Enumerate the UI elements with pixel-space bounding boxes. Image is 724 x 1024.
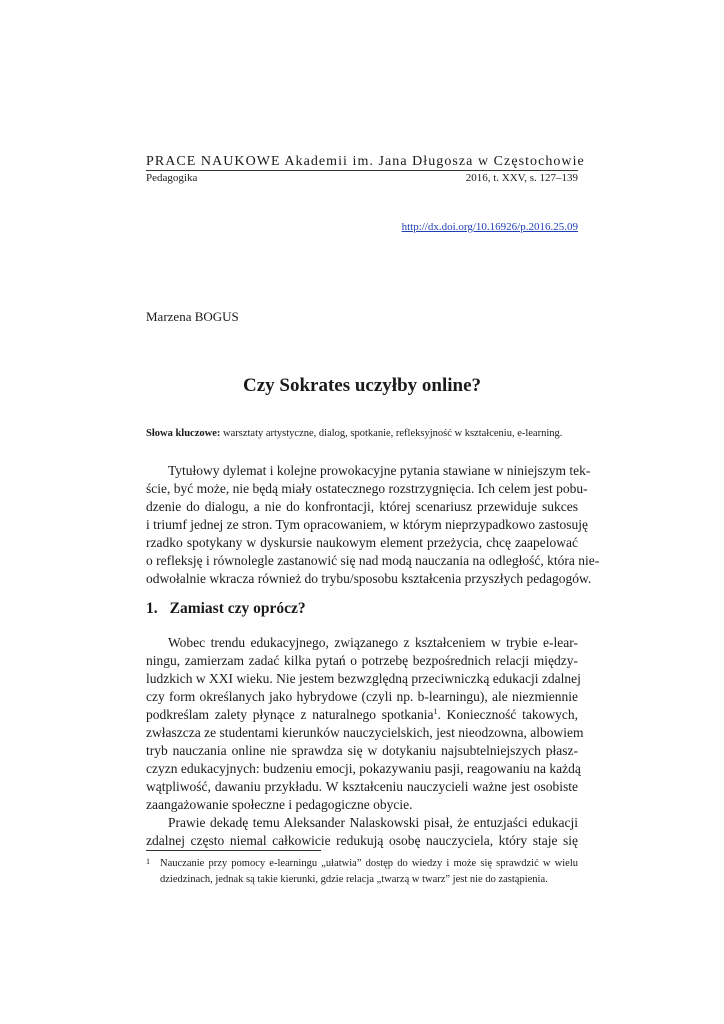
body-line: wątpliwość, dawaniu przykładu. W kształceniu nauczycieli ważne jest osobiste: [146, 779, 578, 794]
body-line: tryb nauczania online nie sprawdza się w dotykaniu najsubtelniejszych płasz-: [146, 743, 578, 758]
body-line: zaangażowanie społeczne i pedagogiczne obycie.: [146, 797, 413, 812]
footnote-line: dziedzinach, jednak są takie kierunki, gdzie relacja „twarzą w twarz” jest nie do zastąpienia.: [160, 874, 548, 885]
section-heading: [146, 600, 306, 618]
footnote-ref[interactable]: 1: [433, 707, 438, 716]
body-line-text: podkreślam zalety płynące z naturalnego spotkania: [146, 707, 434, 722]
body-line: Wobec trendu edukacyjnego, związanego z kształceniem w trybie e-lear-: [168, 635, 578, 650]
article-title: Czy Sokrates uczyłby online?: [242, 375, 482, 396]
footnote-line: Nauczanie przy pomocy e-learningu „ułatwia” dostęp do wiedzy i może się sprawdzić w wielu: [160, 858, 578, 869]
abstract-line: rzadko spotykany w dyskursie naukowym element przeżycia, chcę zaapelować: [146, 535, 578, 550]
section-title: Zamiast czy oprócz?: [169, 600, 306, 617]
header-rule: [146, 170, 578, 171]
abstract-line: i triumf jednej ze stron. Tym opracowaniem, w którym nieprzypadkowo zastosuję: [146, 517, 588, 532]
abstract-line: ście, być może, nie będą miały ostatecznego rozstrzygnięcia. Ich celem jest pobu-: [146, 481, 588, 496]
author-name: Marzena BOGUS: [146, 309, 239, 324]
footnote: [146, 856, 578, 888]
keywords: [146, 428, 562, 439]
series-name: Pedagogika: [146, 172, 198, 184]
doi-link[interactable]: http://dx.doi.org/10.16926/p.2016.25.09: [401, 221, 578, 233]
abstract-line: Tytułowy dylemat i kolejne prowokacyjne pytania stawiane w niniejszym tek-: [168, 463, 591, 478]
footnote-rule: [146, 850, 321, 851]
abstract-line: o refleksję i równolegle zastanowić się nad modą nauczania na odległość, która nie-: [146, 553, 600, 568]
section-number: 1.: [146, 600, 158, 617]
keywords-label: Słowa kluczowe:: [146, 428, 221, 439]
body-line: czy form określanych jako hybrydowe (czyli np. b-learningu), ale niezmiennie: [146, 689, 578, 704]
body-line: zdalnej często niemal całkowicie redukują osobę nauczyciela, który staje się: [146, 833, 578, 848]
journal-title: PRACE NAUKOWE Akademii im. Jana Długosza w Częstochowie: [146, 154, 585, 169]
abstract-line: odwołalnie wkracza również do trybu/sposobu kształcenia przyszłych pedagogów.: [146, 571, 592, 586]
volume-info: 2016, t. XXV, s. 127–139: [465, 172, 578, 184]
body-line-text-cont: . Konieczność takowych,: [437, 707, 578, 722]
body-line: zwłaszcza ze studentami kierunków nauczycielskich, jest nieodzowna, albowiem: [146, 725, 584, 740]
body-line: czyzn edukacyjnych: budzeniu emocji, pokazywaniu pasji, reagowaniu na każdą: [146, 761, 581, 776]
body-line-with-footnote: [146, 706, 578, 724]
keywords-text: warsztaty artystyczne, dialog, spotkanie, refleksyjność w kształceniu, e-learning.: [220, 428, 563, 439]
body-line: ningu, zamierzam zadać kilka pytań o potrzebę bezpośrednich relacji między-: [146, 653, 578, 668]
body-line: ludzkich w XXI wieku. Nie jestem bezwzględną przeciwniczką edukacji zdalnej: [146, 671, 581, 686]
footnote-mark: 1: [146, 857, 150, 866]
body-line: Prawie dekadę temu Aleksander Nalaskowski pisał, że entuzjaści edukacji: [168, 815, 578, 830]
abstract-line: dzenie do dialogu, a nie do konfrontacji, której scenariusz przewiduje sukces: [146, 499, 578, 514]
